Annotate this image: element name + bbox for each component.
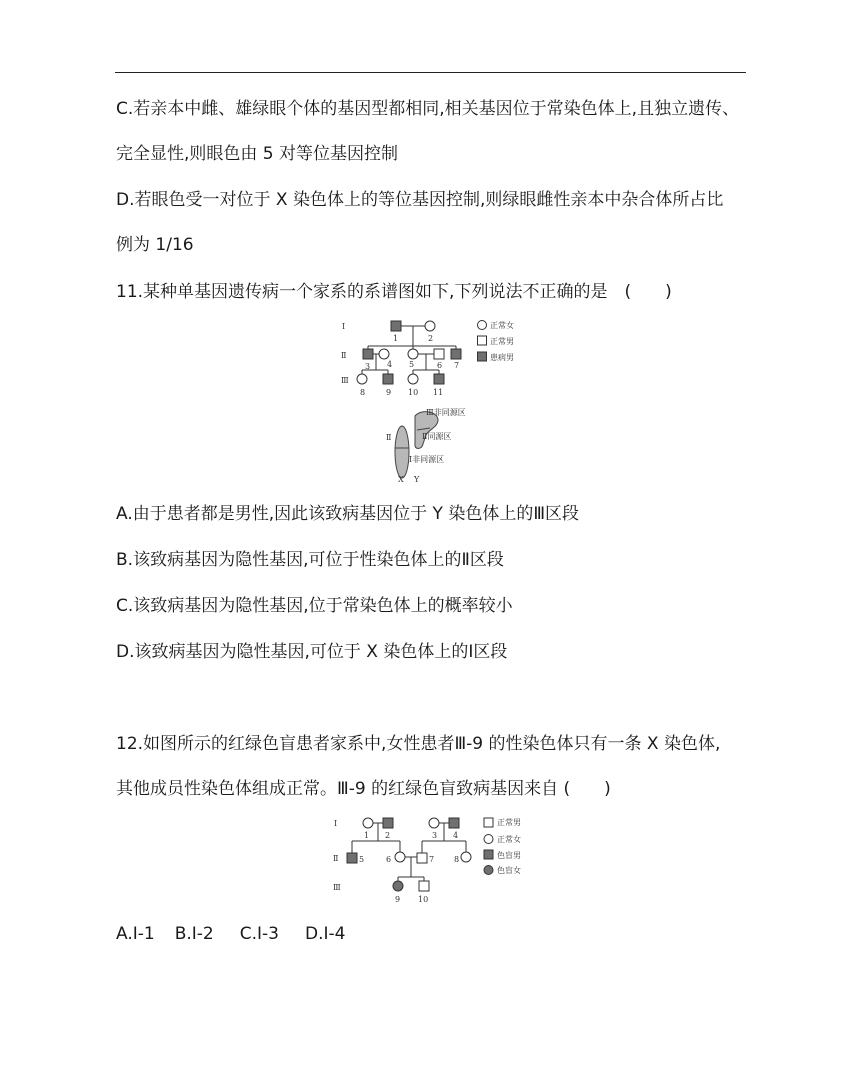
svg-text:4: 4: [387, 360, 393, 369]
option-d-line-2: 例为 1/16: [116, 235, 194, 255]
individual-6: [434, 349, 444, 359]
individual-2: [425, 321, 435, 331]
option-11-b: B.该致病基因为隐性基因,可位于性染色体上的Ⅱ区段: [116, 550, 504, 570]
individual-3: [363, 349, 373, 359]
individual-1: [363, 818, 373, 828]
legend-normal-male: 正常男: [490, 337, 514, 346]
individual-4: [449, 818, 459, 828]
svg-text:7: 7: [454, 361, 460, 370]
individual-5: [347, 853, 357, 863]
option-c-line-2: 完全显性,则眼色由 5 对等位基因控制: [116, 144, 399, 164]
svg-text:2: 2: [385, 831, 391, 840]
xy-chromosome-figure: [382, 404, 482, 486]
question-12-line-2: 其他成员性染色体组成正常。Ⅲ-9 的红绿色盲致病基因来自 ( ): [116, 779, 611, 799]
legend-colorblind-male: 色盲男: [497, 851, 521, 860]
individual-7: [417, 853, 427, 863]
gen-label-1: Ⅰ: [334, 819, 338, 828]
gen-label-1: Ⅰ: [342, 322, 346, 331]
svg-text:6: 6: [437, 361, 443, 370]
svg-text:11: 11: [433, 388, 444, 397]
option-12-c: C.Ⅰ-3: [239, 924, 279, 944]
individual-4: [379, 349, 389, 359]
gen-label-3: Ⅲ: [341, 376, 349, 385]
individual-9: [393, 881, 403, 891]
svg-text:2: 2: [428, 334, 434, 343]
svg-text:1: 1: [393, 334, 399, 343]
svg-text:6: 6: [386, 855, 392, 864]
region-2-label: Ⅱ同源区: [422, 432, 452, 441]
individual-11: [434, 374, 444, 384]
option-12-d: D.Ⅰ-4: [304, 924, 346, 944]
individual-9: [383, 374, 393, 384]
legend-normal-male: 正常男: [497, 818, 521, 827]
svg-text:5: 5: [359, 855, 365, 864]
header-rule: [115, 72, 746, 73]
region-2-marker: Ⅱ: [386, 433, 392, 442]
individual-3: [429, 818, 439, 828]
individual-8: [461, 852, 471, 862]
svg-text:10: 10: [418, 895, 429, 904]
question-11: 11.某种单基因遗传病一个家系的系谱图如下,下列说法不正确的是 ( ): [116, 282, 672, 302]
svg-text:10: 10: [408, 388, 419, 397]
x-label: X: [398, 475, 404, 484]
x-chromosome: [395, 426, 409, 478]
region-3-label: Ⅲ非同源区: [426, 408, 466, 417]
option-12-a: A.Ⅰ-1: [116, 924, 155, 944]
option-c-line-1: C.若亲本中雌、雄绿眼个体的基因型都相同,相关基因位于常染色体上,且独立遗传、: [116, 99, 740, 119]
individual-8: [357, 374, 367, 384]
legend-normal-female: 正常女: [490, 321, 514, 330]
individual-2: [383, 818, 393, 828]
legend-normal-female: 正常女: [497, 835, 521, 844]
svg-text:9: 9: [386, 388, 392, 397]
option-11-c: C.该致病基因为隐性基因,位于常染色体上的概率较小: [116, 596, 513, 616]
option-d-line-1: D.若眼色受一对位于 X 染色体上的等位基因控制,则绿眼雌性亲本中杂合体所占比: [116, 190, 724, 210]
gen-label-3: Ⅲ: [333, 883, 341, 892]
y-label: Y: [414, 475, 420, 484]
individual-5: [408, 349, 418, 359]
svg-text:5: 5: [409, 360, 415, 369]
question-12-line-1: 12.如图所示的红绿色盲患者家系中,女性患者Ⅲ-9 的性染色体只有一条 X 染色体,: [116, 734, 721, 754]
svg-text:9: 9: [395, 895, 401, 904]
question-12-options: [116, 923, 345, 945]
option-12-b: B.Ⅰ-2: [174, 924, 214, 944]
pedigree-figure-11: [336, 316, 536, 400]
svg-text:4: 4: [453, 831, 459, 840]
svg-text:7: 7: [429, 855, 435, 864]
legend-colorblind-female: 色盲女: [497, 866, 521, 875]
pedigree-figure-12: [328, 813, 538, 905]
gen-label-2: Ⅱ: [333, 854, 339, 863]
gen-label-2: Ⅱ: [341, 351, 347, 360]
option-11-d: D.该致病基因为隐性基因,可位于 X 染色体上的Ⅰ区段: [116, 642, 508, 662]
individual-6: [395, 852, 405, 862]
option-11-a: A.由于患者都是男性,因此该致病基因位于 Y 染色体上的Ⅲ区段: [116, 504, 580, 524]
svg-text:8: 8: [454, 855, 460, 864]
svg-text:1: 1: [364, 831, 370, 840]
legend-affected-male: 患病男: [490, 353, 514, 362]
individual-7: [451, 349, 461, 359]
individual-10: [419, 881, 429, 891]
individual-1: [391, 321, 401, 331]
svg-text:3: 3: [432, 831, 438, 840]
individual-10: [408, 374, 418, 384]
region-1-label: Ⅰ非同源区: [409, 455, 445, 464]
svg-text:3: 3: [365, 362, 371, 371]
svg-text:8: 8: [360, 388, 366, 397]
